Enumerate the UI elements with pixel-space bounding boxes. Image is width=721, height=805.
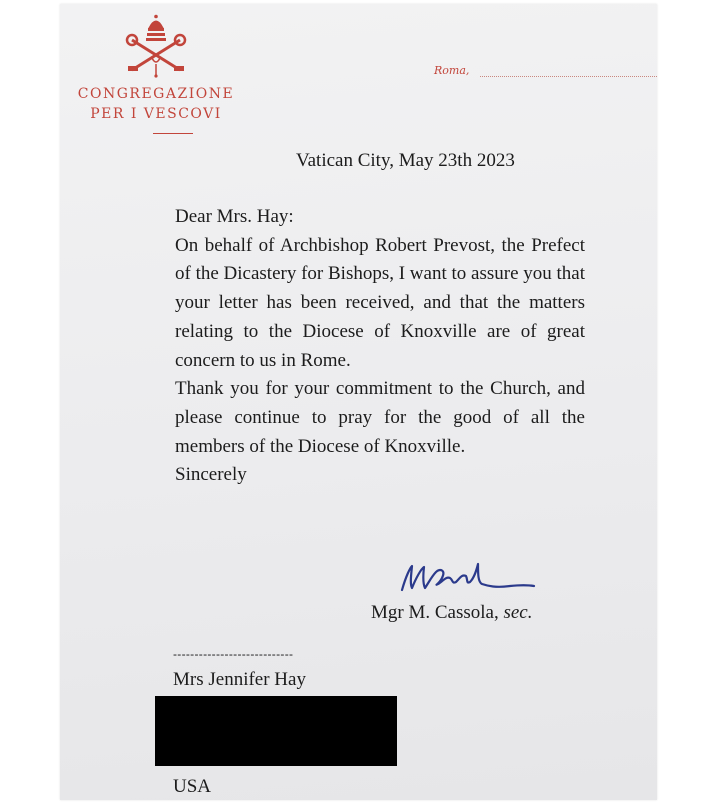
letterhead-organization <box>60 84 252 124</box>
body-paragraph-2: Thank you for your commitment to the Church, and please continue to pray for the good of all the members of the Diocese of Knoxville. <box>175 378 585 457</box>
letterhead-divider <box>153 133 193 134</box>
handwritten-signature-icon <box>396 554 541 604</box>
address-separator: ---------------------------- <box>173 647 294 661</box>
recipient-name: Mrs Jennifer Hay <box>173 669 306 690</box>
signer-name: Mgr M. Cassola, <box>371 602 499 623</box>
signer-title: sec. <box>503 602 533 623</box>
letter-body <box>175 203 585 490</box>
salutation: Dear Mrs. Hay: <box>175 206 294 227</box>
recipient-country: USA <box>173 776 212 797</box>
date-line: Vatican City, May 23th 2023 <box>296 150 515 171</box>
papal-coat-of-arms-icon <box>122 14 190 78</box>
place-dotted-line <box>480 76 657 77</box>
place-label: Roma, <box>434 64 470 77</box>
signer-line <box>371 602 533 624</box>
closing: Sincerely <box>175 464 247 486</box>
body-paragraph-1: On behalf of Archbishop Robert Prevost, the Prefect of the Dicastery for Bishops, I want to assure you that your letter has been received, and that the matters relating to the Diocese of Knoxville are of great concern to us in Rome. <box>175 234 585 371</box>
letter-page <box>60 4 657 800</box>
redaction-block <box>155 696 397 766</box>
org-name-line2: PER I VESCOVI <box>90 106 222 122</box>
org-name-line1: CONGREGAZIONE <box>77 86 235 102</box>
